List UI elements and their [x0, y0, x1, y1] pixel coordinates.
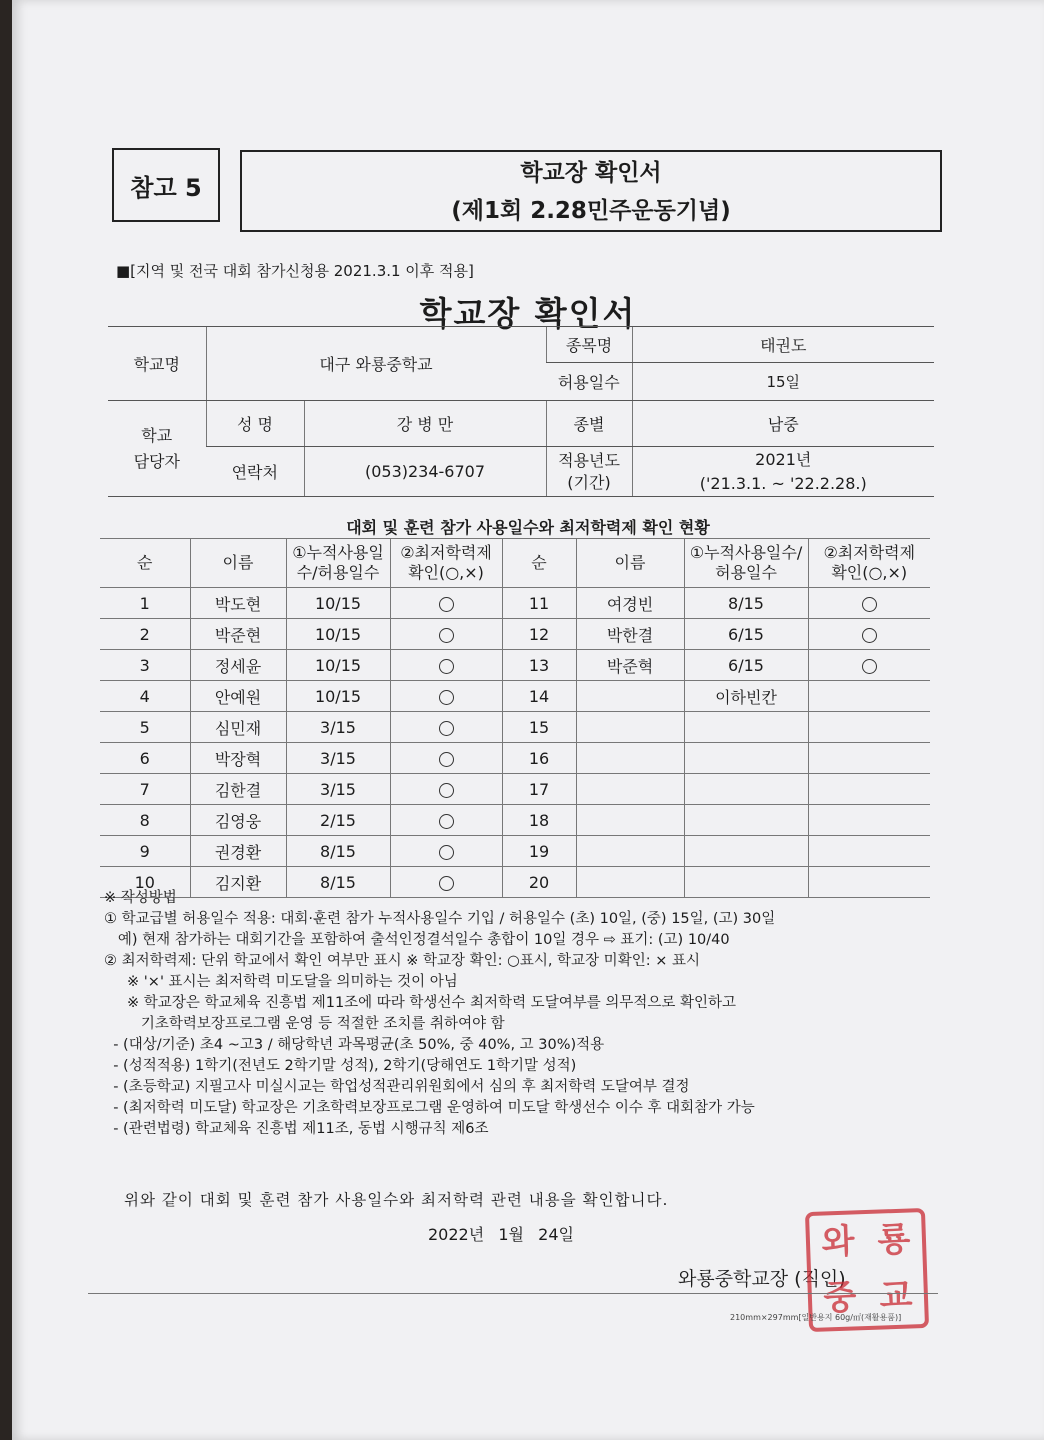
row-check-right — [808, 805, 930, 836]
row-name: 심민재 — [190, 712, 286, 743]
header-days-right-line1: ①누적사용일수/ — [689, 543, 803, 562]
contact-label: 연락처 — [206, 447, 304, 497]
year-value: 2021년 — [755, 449, 812, 469]
contact-value: (053)234-6707 — [304, 447, 546, 497]
circle-mark-icon — [439, 783, 454, 798]
row-no: 1 — [100, 588, 190, 619]
row-name: 김한결 — [190, 774, 286, 805]
row-days: 10/15 — [286, 650, 390, 681]
principal-signature: 와룡중학교장 (직인) — [678, 1268, 846, 1290]
row-no: 2 — [100, 619, 190, 650]
row-days: 10/15 — [286, 619, 390, 650]
row-name: 권경환 — [190, 836, 286, 867]
row-no: 10 — [100, 867, 190, 898]
circle-mark-icon — [439, 659, 454, 674]
row-no-right: 11 — [502, 588, 576, 619]
circle-mark-icon — [439, 597, 454, 612]
circle-mark-icon — [439, 752, 454, 767]
row-days: 10/15 — [286, 588, 390, 619]
row-check-right — [808, 681, 930, 712]
row-no-right: 14 — [502, 681, 576, 712]
school-name-label: 학교명 — [108, 327, 206, 401]
year-value-cell — [632, 447, 934, 497]
table-row — [100, 681, 930, 712]
table-row — [100, 743, 930, 774]
row-no-right: 17 — [502, 774, 576, 805]
circle-mark-icon — [439, 628, 454, 643]
instruction-line: 예) 현재 참가하는 대회기간을 포함하여 출석인정결석일수 총합이 10일 경우 ⇨ 표기: (고) 10/40 — [104, 932, 730, 948]
row-check — [390, 774, 502, 805]
paper-spec: 210mm×297mm[일반용지 60g/㎡(재활용품)] — [730, 1313, 902, 1322]
instruction-line: ② 최저학력제: 단위 학교에서 확인 여부만 표시 ※ 학교장 확인: ○표시, 학교장 미확인: × 표시 — [104, 953, 700, 969]
row-days-right — [684, 774, 808, 805]
instruction-line: - (대상/기준) 초4 ~고3 / 해당학년 과목평균(초 50%, 중 40%, 고 30%)적용 — [104, 1037, 605, 1053]
year-label: 적용년도 (기간) — [546, 447, 632, 497]
usage-record-table — [100, 538, 930, 898]
row-no: 3 — [100, 650, 190, 681]
seal-char: 와 — [820, 1221, 856, 1263]
event-label: 종목명 — [546, 327, 632, 363]
seal-char: 룡 — [876, 1219, 912, 1261]
header-edu-right-line1: ②최저학력제 — [823, 543, 916, 562]
row-check — [390, 619, 502, 650]
instruction-line: ※ 학교장은 학교체육 진흥법 제11조에 따라 학생선수 최저학력 도달여부를 의무적으로 확인하고 — [104, 995, 736, 1011]
row-check — [390, 681, 502, 712]
circle-mark-icon — [439, 690, 454, 705]
circle-mark-icon — [439, 721, 454, 736]
header-edu-line2: 확인(○,×) — [408, 563, 484, 582]
row-name: 김지환 — [190, 867, 286, 898]
row-days-right — [684, 836, 808, 867]
manager-name-value: 강 병 만 — [304, 401, 546, 447]
row-days: 2/15 — [286, 805, 390, 836]
row-no: 9 — [100, 836, 190, 867]
row-check-right — [808, 743, 930, 774]
header-name-right: 이름 — [576, 539, 684, 588]
row-days-right — [684, 743, 808, 774]
row-no-right: 12 — [502, 619, 576, 650]
row-name-right: 박한결 — [576, 619, 684, 650]
instruction-line: ※ 작성방법 — [104, 890, 177, 906]
row-name-right — [576, 681, 684, 712]
row-name-right: 박준혁 — [576, 650, 684, 681]
header-days-right-line2: 허용일수 — [715, 563, 777, 582]
row-name: 김영웅 — [190, 805, 286, 836]
row-days: 8/15 — [286, 867, 390, 898]
row-check-right — [808, 712, 930, 743]
divider — [88, 1293, 938, 1294]
row-check-right — [808, 774, 930, 805]
row-no-right: 19 — [502, 836, 576, 867]
row-no-right: 18 — [502, 805, 576, 836]
header-name: 이름 — [190, 539, 286, 588]
row-check — [390, 712, 502, 743]
confirmation-text: 위와 같이 대회 및 훈련 참가 사용일수와 최저학력 관련 내용을 확인합니다. — [124, 1191, 669, 1209]
header-edu-line1: ②최저학력제 — [400, 543, 492, 562]
row-name-right: 여경빈 — [576, 588, 684, 619]
instruction-line: ① 학교급별 허용일수 적용: 대회·훈련 참가 누적사용일수 기입 / 허용일수 (초) 10일, (중) 15일, (고) 30일 — [104, 911, 776, 927]
row-no: 5 — [100, 712, 190, 743]
row-check-right — [808, 650, 930, 681]
row-name-right — [576, 805, 684, 836]
reference-label: 참고 5 — [112, 148, 220, 222]
instruction-line: - (초등학교) 지필고사 미실시교는 학업성적관리위원회에서 심의 후 최저학력 도달여부 결정 — [104, 1079, 690, 1095]
instruction-line: - (관련법령) 학교체육 진흥법 제11조, 동법 시행규칙 제6조 — [104, 1121, 489, 1137]
header-edu-right-line2: 확인(○,×) — [831, 563, 908, 582]
instruction-line: 기초학력보장프로그램 운영 등 적절한 조치를 취하여야 함 — [104, 1016, 505, 1032]
row-no: 7 — [100, 774, 190, 805]
table-row — [100, 650, 930, 681]
category-label: 종별 — [546, 401, 632, 447]
header-no-right: 순 — [502, 539, 576, 588]
instruction-line: - (성적적용) 1학기(전년도 2학기말 성적), 2학기(당해연도 1학기말 성적) — [104, 1058, 577, 1074]
row-no-right: 13 — [502, 650, 576, 681]
row-check — [390, 743, 502, 774]
table-row — [100, 619, 930, 650]
row-check-right — [808, 588, 930, 619]
row-name-right — [576, 712, 684, 743]
row-days-right — [684, 805, 808, 836]
category-value: 남중 — [632, 401, 934, 447]
row-no: 8 — [100, 805, 190, 836]
row-days-right: 이하빈칸 — [684, 681, 808, 712]
table-row — [100, 774, 930, 805]
header-days-line1: ①누적사용일 — [292, 543, 384, 562]
row-check — [390, 650, 502, 681]
manager-label: 학교 담당자 — [108, 401, 206, 497]
instruction-line: - (최저학력 미도달) 학교장은 기초학력보장프로그램 운영하여 미도달 학생선수 이수 후 대회참가 가능 — [104, 1100, 755, 1116]
row-no-right: 20 — [502, 867, 576, 898]
row-no: 4 — [100, 681, 190, 712]
period-value: ('21.3.1. ~ '22.2.28.) — [699, 473, 867, 493]
circle-mark-icon — [862, 597, 877, 612]
manager-name-label: 성 명 — [206, 401, 304, 447]
document-title: 학교장 확인서 — [520, 160, 662, 186]
document-page — [12, 0, 1044, 1440]
header-days-right — [684, 539, 808, 588]
allowed-days-value: 15일 — [632, 363, 934, 401]
instruction-line: ※ '×' 표시는 최저학력 미도달을 의미하는 것이 아님 — [104, 974, 458, 990]
header-days-line2: 수/허용일수 — [296, 563, 380, 582]
main-title: 학교장 확인서 — [419, 294, 637, 333]
school-name-value: 대구 와룡중학교 — [206, 327, 546, 401]
row-check-right — [808, 836, 930, 867]
issue-date: 2022년 1월 24일 — [428, 1225, 574, 1244]
row-name: 정세윤 — [190, 650, 286, 681]
row-days: 3/15 — [286, 743, 390, 774]
table-row — [100, 588, 930, 619]
seal-char: 교 — [878, 1275, 914, 1317]
row-no: 6 — [100, 743, 190, 774]
circle-mark-icon — [439, 814, 454, 829]
school-info-table — [108, 326, 934, 497]
row-name-right — [576, 743, 684, 774]
row-name: 안예원 — [190, 681, 286, 712]
row-days-right: 6/15 — [684, 619, 808, 650]
header-days — [286, 539, 390, 588]
table-header-row — [100, 539, 930, 588]
row-no-right: 15 — [502, 712, 576, 743]
table-row — [100, 805, 930, 836]
header-no: 순 — [100, 539, 190, 588]
table-row — [100, 836, 930, 867]
row-check — [390, 836, 502, 867]
event-value: 태권도 — [632, 327, 934, 363]
row-days-right — [684, 712, 808, 743]
row-name: 박도현 — [190, 588, 286, 619]
row-days: 3/15 — [286, 774, 390, 805]
table-row — [100, 712, 930, 743]
document-title-box — [240, 150, 942, 232]
row-check — [390, 805, 502, 836]
row-days-right: 8/15 — [684, 588, 808, 619]
document-subtitle: (제1회 2.28민주운동기념) — [451, 198, 731, 224]
row-days: 8/15 — [286, 836, 390, 867]
circle-mark-icon — [862, 659, 877, 674]
section-title: 대회 및 훈련 참가 사용일수와 최저학력제 확인 현황 — [346, 518, 710, 537]
row-name: 박준현 — [190, 619, 286, 650]
circle-mark-icon — [439, 845, 454, 860]
header-edu — [390, 539, 502, 588]
row-name: 박장혁 — [190, 743, 286, 774]
row-name-right — [576, 836, 684, 867]
seal-char: 중 — [822, 1277, 858, 1319]
row-check — [390, 588, 502, 619]
allowed-days-label: 허용일수 — [546, 363, 632, 401]
row-check-right — [808, 619, 930, 650]
writing-instructions — [104, 888, 944, 1140]
row-days: 3/15 — [286, 712, 390, 743]
row-name-right — [576, 774, 684, 805]
circle-mark-icon — [862, 628, 877, 643]
application-note: ■[지역 및 전국 대회 참가신청용 2021.3.1 이후 적용] — [116, 262, 474, 280]
row-days-right: 6/15 — [684, 650, 808, 681]
row-days: 10/15 — [286, 681, 390, 712]
row-no-right: 16 — [502, 743, 576, 774]
header-edu-right — [808, 539, 930, 588]
